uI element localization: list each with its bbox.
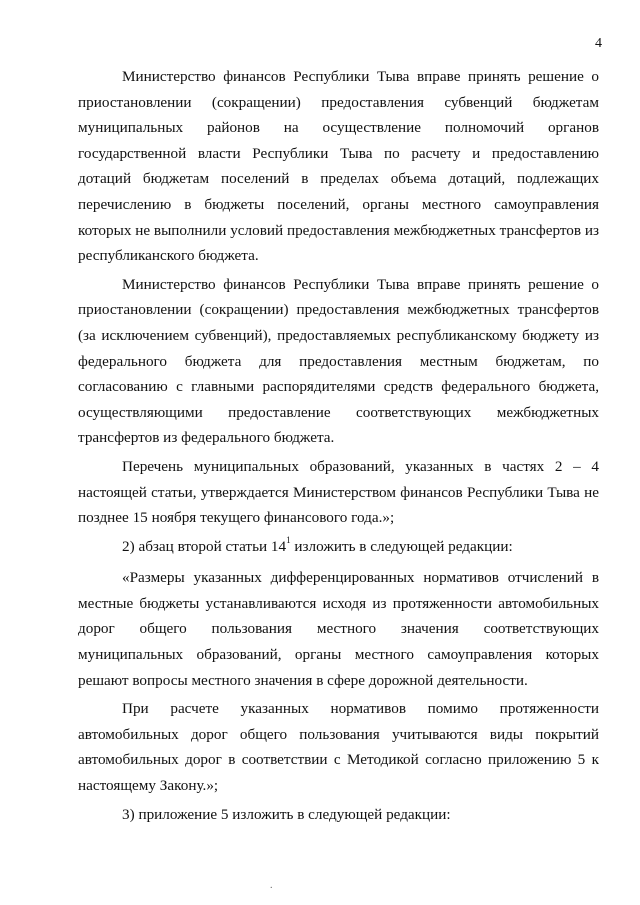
item-2-superscript: 1 [286, 534, 291, 545]
paragraph-1: Министерство финансов Республики Тыва вправе принять решение о приостановлении (сокращении) предоставления субвенций бюджетам муниципальных районов на осуществление полномочий органов государственной власти Республики Тыва по расчету и предоставлению дотаций бюджетам поселений в пределах объема дотаций, подлежащих перечислению в бюджеты поселений, органы местного самоуправления которых не выполнили условий предоставления межбюджетных трансфертов из республиканского бюджета. [78, 68, 599, 265]
page-number: 4 [595, 36, 602, 51]
item-2-text-end: изложить в следующей редакции: [290, 537, 513, 555]
paragraph-5: При расчете указанных нормативов помимо протяженности автомобильных дорог общего пользования учитываются виды покрытий автомобильных дорог в соответствии с Методикой согласно приложению 5 к настоящему Закону.»; [78, 700, 599, 795]
paragraph-3: Перечень муниципальных образований, указанных в частях 2 – 4 настоящей статьи, утверждается Министерством финансов Республики Тыва не позднее 15 ноября текущего финансового года.»; [78, 457, 599, 527]
paragraph-2: Министерство финансов Республики Тыва вправе принять решение о приостановлении (сокращении) предоставления межбюджетных трансфертов (за исключением субвенций), предоставляемых республиканскому бюджету из федерального бюджета для предоставления местным бюджетам, по согласованию с главными распорядителями средств федерального бюджета, осуществляющими предоставление соответствующих межбюджетных трансфертов из федерального бюджета. [78, 275, 599, 447]
paragraph-4: «Размеры указанных дифференцированных нормативов отчислений в местные бюджеты устанавливаются исходя из протяженности автомобильных дорог общего пользования местного значения соответствующих муниципальных образований, органы местного самоуправления которых решают вопросы местного значения в сфере дорожной деятельности. [78, 569, 599, 689]
paragraph-item-3: 3) приложение 5 изложить в следующей редакции: [122, 805, 451, 823]
item-2-text: 2) абзац второй статьи 14 [122, 537, 287, 555]
document-body [78, 64, 599, 830]
paragraph-item-2 [78, 534, 599, 560]
footer-mark: . [270, 880, 273, 891]
